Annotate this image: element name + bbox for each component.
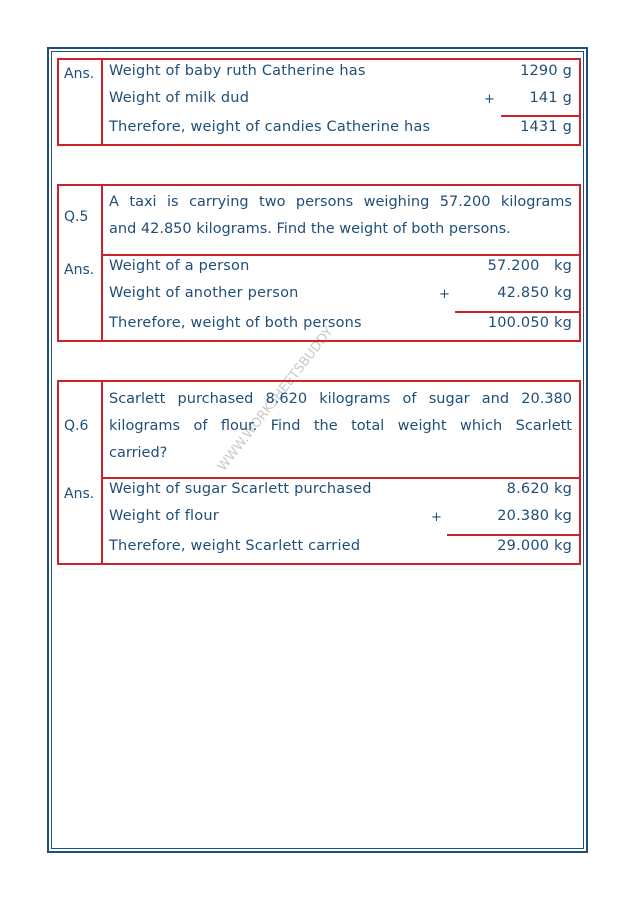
answer-total-value: 29.000 kg bbox=[497, 538, 572, 554]
plus-sign: + bbox=[484, 92, 495, 107]
answer-row-text: Weight of another person bbox=[109, 285, 299, 301]
answer-row-value: 42.850 kg bbox=[497, 285, 572, 301]
question-label: Q.6 bbox=[64, 418, 89, 434]
question-line: A taxi is carrying two persons weighing 57.200 kilograms bbox=[109, 194, 572, 210]
answer-row-value: 20.380 kg bbox=[497, 508, 572, 524]
answer-total-text: Therefore, weight Scarlett carried bbox=[109, 538, 361, 554]
answer-label-cell bbox=[59, 479, 103, 563]
answer-total-text: Therefore, weight of both persons bbox=[109, 315, 362, 331]
section-divider bbox=[103, 477, 579, 479]
answer-row-text: Weight of flour bbox=[109, 508, 219, 524]
answer-label-cell bbox=[59, 60, 103, 144]
answer-total-value: 1431 g bbox=[520, 119, 572, 135]
answer-row-text: Weight of sugar Scarlett purchased bbox=[109, 481, 372, 497]
question-label: Q.5 bbox=[64, 209, 89, 225]
answer-row-value: 141 g bbox=[529, 90, 572, 106]
answer-row-value: 8.620 kg bbox=[506, 481, 572, 497]
question-answer-box bbox=[57, 184, 581, 342]
question-line: kilograms of flour. Find the total weight which Scarlett bbox=[109, 418, 572, 434]
answer-box bbox=[57, 58, 581, 146]
question-line: and 42.850 kilograms. Find the weight of both persons. bbox=[109, 221, 511, 237]
answer-row-text: Weight of a person bbox=[109, 258, 250, 274]
question-answer-box bbox=[57, 380, 581, 565]
answer-row-text: Weight of baby ruth Catherine has bbox=[109, 63, 366, 79]
answer-label: Ans. bbox=[64, 262, 95, 278]
answer-total-text: Therefore, weight of candies Catherine has bbox=[109, 119, 431, 135]
sum-underline bbox=[501, 115, 579, 117]
answer-label-cell bbox=[59, 256, 103, 340]
sum-underline bbox=[455, 311, 579, 313]
answer-label: Ans. bbox=[64, 66, 95, 82]
watermark: WWW.WORKSHEETSBUDDY bbox=[215, 324, 337, 475]
question-line: Scarlett purchased 8.620 kilograms of sugar and 20.380 bbox=[109, 391, 572, 407]
answer-total-value: 100.050 kg bbox=[487, 315, 572, 331]
answer-row-value: 57.200 kg bbox=[487, 258, 572, 274]
answer-row-text: Weight of milk dud bbox=[109, 90, 250, 106]
answer-row-value: 1290 g bbox=[520, 63, 572, 79]
question-label-cell bbox=[59, 382, 103, 479]
plus-sign: + bbox=[439, 287, 450, 302]
answer-label: Ans. bbox=[64, 486, 95, 502]
section-divider bbox=[103, 254, 579, 256]
plus-sign: + bbox=[431, 510, 442, 525]
sum-underline bbox=[447, 534, 579, 536]
question-line: carried? bbox=[109, 445, 168, 461]
question-label-cell bbox=[59, 186, 103, 256]
